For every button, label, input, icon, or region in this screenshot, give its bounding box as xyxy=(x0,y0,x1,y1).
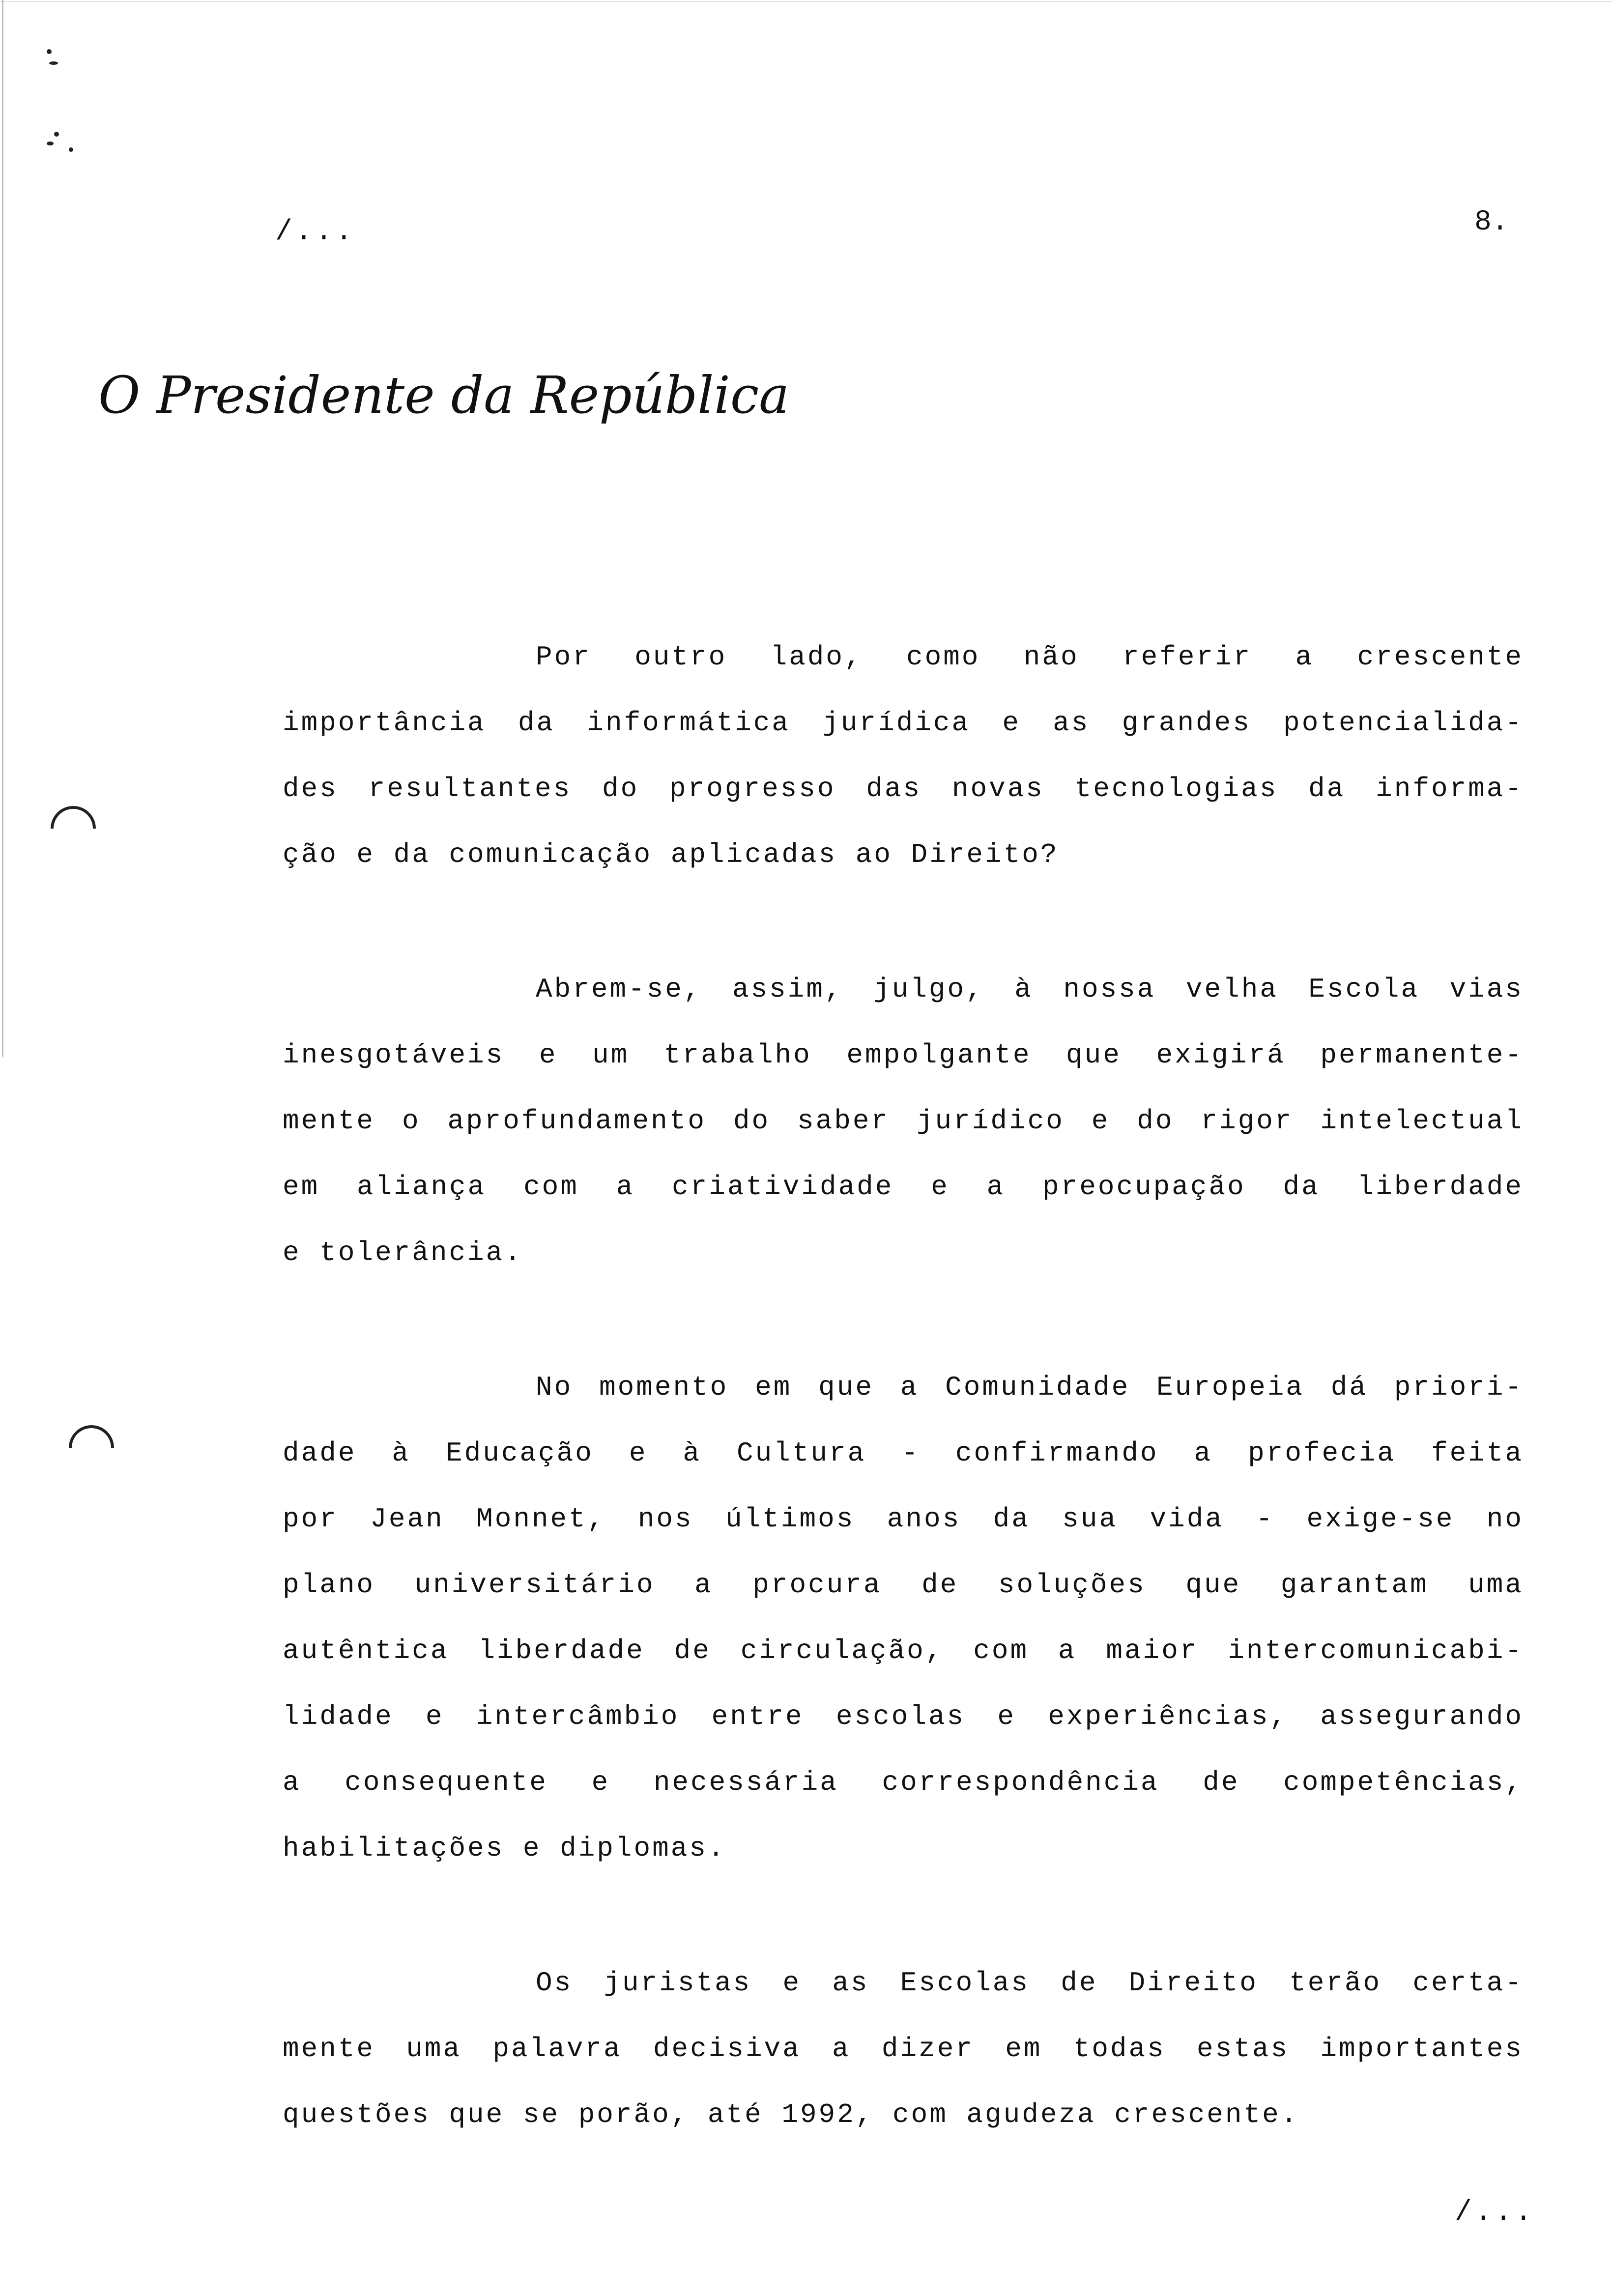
paragraph xyxy=(283,956,1524,1286)
continuation-mark-top: /... xyxy=(275,216,356,248)
scan-speck xyxy=(54,132,59,137)
punch-hole xyxy=(41,797,105,861)
page-number: 8. xyxy=(1474,206,1509,238)
text-line: mente uma palavra decisiva a dizer em todas estas importantes xyxy=(283,2033,1524,2065)
text-line: lidade e intercâmbio entre escolas e experiências, assegurando xyxy=(283,1701,1524,1732)
scan-speck xyxy=(69,147,73,152)
text-line: e tolerância. xyxy=(283,1237,523,1268)
scan-top-edge xyxy=(0,1,1612,2)
text-line: mente o aprofundamento do saber jurídico e do rigor intelectual xyxy=(283,1105,1524,1137)
scan-left-edge xyxy=(2,0,3,1057)
body-text xyxy=(283,624,1524,2216)
paragraph xyxy=(283,624,1524,888)
text-line: habilitações e diplomas. xyxy=(283,1833,726,1864)
punch-hole xyxy=(59,1416,123,1480)
text-line: Os juristas e as Escolas de Direito terão certa- xyxy=(536,1967,1524,1999)
text-line: des resultantes do progresso das novas tecnologias da informa- xyxy=(283,773,1524,804)
scan-speck xyxy=(47,142,54,145)
paragraph xyxy=(283,1354,1524,1881)
text-line: por Jean Monnet, nos últimos anos da sua vida - exige-se no xyxy=(283,1503,1524,1535)
text-line: Abrem-se, assim, julgo, à nossa velha Escola vias xyxy=(536,974,1524,1005)
paragraph xyxy=(283,1950,1524,2148)
text-line: importância da informática jurídica e as grandes potencialida- xyxy=(283,707,1524,739)
text-line: Por outro lado, como não referir a crescente xyxy=(536,641,1524,673)
letterhead-script xyxy=(98,354,790,437)
text-line: questões que se porão, até 1992, com agudeza crescente. xyxy=(283,2099,1299,2130)
text-line: ção e da comunicação aplicadas ao Direito? xyxy=(283,839,1059,870)
text-line: a consequente e necessária correspondência de competências, xyxy=(283,1767,1524,1798)
scan-speck xyxy=(47,49,52,54)
letterhead xyxy=(98,354,790,437)
text-line: autêntica liberdade de circulação, com a maior intercomunicabi- xyxy=(283,1635,1524,1666)
text-line: dade à Educação e à Cultura - confirmando a profecia feita xyxy=(283,1437,1524,1469)
text-line: inesgotáveis e um trabalho empolgante que exigirá permanente- xyxy=(283,1039,1524,1071)
text-line: em aliança com a criatividade e a preocupação da liberdade xyxy=(283,1171,1524,1203)
scan-speck xyxy=(49,61,58,65)
text-line: plano universitário a procura de soluções que garantam uma xyxy=(283,1569,1524,1601)
text-line: No momento em que a Comunidade Europeia dá priori- xyxy=(536,1372,1524,1403)
letterhead-text: O Presidente da República xyxy=(98,365,790,425)
continuation-mark-bottom: /... xyxy=(1455,2197,1535,2229)
